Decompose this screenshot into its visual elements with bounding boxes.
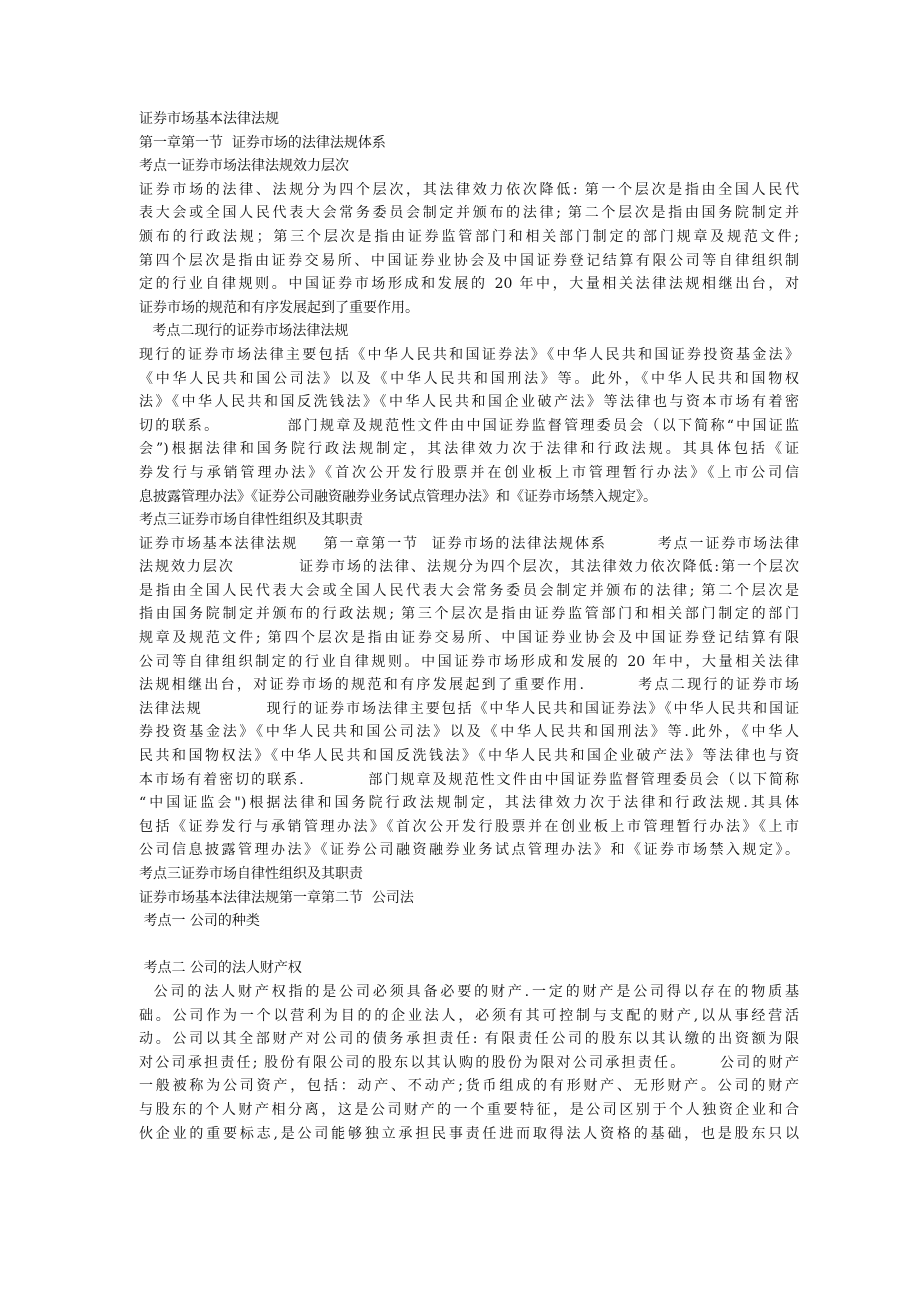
text-line: 一般被称为公司资产，包括：动产、不动产;货币组成的有形财产、无形财产。公司的财产	[139, 1078, 799, 1095]
text-line: 考点三证券市场自律性组织及其职责	[139, 866, 363, 882]
text-line: 考点二现行的证券市场法律法规	[139, 323, 349, 340]
text-line: 包括《证券发行与承销管理办法》《首次公开发行股票并在创业板上市管理暂行办法》《上市	[139, 818, 799, 835]
text-line: 证券市场基本法律法规第一章第二节 公司法	[139, 889, 414, 906]
text-line: 现行的证券市场法律主要包括《中华人民共和国证券法》《中华人民共和国证券投资基金法》	[139, 346, 799, 363]
text-line: 考点三证券市场自律性组织及其职责	[139, 512, 363, 529]
text-line: 定的行业自律规则。中国证券市场形成和发展的 20 年中，大量相关法律法规相继出台，对	[139, 276, 799, 293]
text-line: 公司信息披露管理办法》《证券公司融资融券业务试点管理办法》和《证券市场禁入规定》。	[139, 842, 799, 859]
text-line: 伙企业的重要标志,是公司能够独立承担民事责任进而取得法人资格的基础，也是股东只以	[139, 1125, 799, 1142]
text-line: 公司的法人财产权指的是公司必须具备必要的财产.一定的财产是公司得以存在的物质基	[139, 983, 799, 1000]
text-line: 第一章第一节 证券市场的法律法规体系	[139, 134, 386, 151]
text-line: 法律法规 现行的证券市场法律主要包括《中华人民共和国证券法》《中华人民共和国证	[139, 700, 799, 717]
text-line: 考点一 公司的种类	[139, 913, 260, 930]
text-line: 《中华人民共和国公司法》以及《中华人民共和国刑法》等。此外，《中华人民共和国物权	[139, 370, 799, 387]
text-line: 息披露管理办法》《证券公司融资融券业务试点管理办法》和《证券市场禁入规定》。	[139, 488, 657, 505]
text-line: “中国证监会")根据法律和国务院行政法规制定，其法律效力次于法律和行政法规.其具体	[139, 795, 799, 812]
text-line: 券发行与承销管理办法》《首次公开发行股票并在创业板上市管理暂行办法》《上市公司信	[139, 464, 799, 481]
text-line: 证券市场基本法律法规 第一章第一节 证券市场的法律法规体系 考点一证券市场法律	[139, 535, 799, 552]
text-line	[139, 934, 799, 958]
text-line: 法》《中华人民共和国反洗钱法》《中华人民共和国企业破产法》等法律也与资本市场有着密	[139, 394, 799, 411]
text-line: 是指由全国人民代表大会或全国人民代表大会常务委员会制定并颁布的法律; 第二个层次是	[139, 582, 799, 599]
text-line: 动。公司以其全部财产对公司的债务承担责任: 有限责任公司的股东以其认缴的出资额为限	[139, 1031, 799, 1048]
text-line: 法规相继出台，对证券市场的规范和有序发展起到了重要作用. 考点二现行的证券市场	[139, 677, 799, 694]
text-line: 对公司承担责任; 股份有限公司的股东以其认购的股份为限对公司承担责任。 公司的财产	[139, 1054, 799, 1071]
text-line: 证券市场基本法律法规	[139, 111, 279, 127]
text-line: 公司等自律组织制定的行业自律规则。中国证券市场形成和发展的 20 年中，大量相关法律	[139, 653, 799, 670]
text-line: 证券市场的规范和有序发展起到了重要作用。	[139, 299, 419, 316]
text-line: 民共和国物权法》《中华人民共和国反洗钱法》《中华人民共和国企业破产法》等法律也与资	[139, 748, 799, 765]
text-line: 础。公司作为一个以营利为目的的企业法人，必须有其可控制与支配的财产,以从事经营活	[139, 1007, 799, 1024]
text-line: 考点一证券市场法律法规效力层次	[139, 158, 349, 175]
text-line: 考点二 公司的法人财产权	[139, 960, 302, 977]
text-line: 颁布的行政法规；第三个层次是指由证券监管部门和相关部门制定的部门规章及规范文件;	[139, 228, 799, 245]
text-line: 证券市场的法律、法规分为四个层次，其法律效力依次降低: 第一个层次是指由全国人民代	[139, 181, 799, 198]
text-line: 会”)根据法律和国务院行政法规制定，其法律效力次于法律和行政法规。其具体包括《证	[139, 441, 799, 458]
document-body	[139, 108, 799, 1146]
text-line: 表大会或全国人民代表大会常务委员会制定并颁布的法律; 第二个层次是指由国务院制定并	[139, 205, 799, 222]
text-line: 切的联系。 部门规章及规范性文件由中国证券监督管理委员会（以下简称“中国证监	[139, 417, 799, 434]
text-line: 指由国务院制定并颁布的行政法规; 第三个层次是指由证券监管部门和相关部门制定的部门	[139, 606, 799, 623]
text-line: 券投资基金法》《中华人民共和国公司法》以及《中华人民共和国刑法》等.此外，《中华人	[139, 724, 799, 741]
text-line: 法规效力层次 证券市场的法律、法规分为四个层次，其法律效力依次降低:第一个层次	[139, 559, 799, 576]
text-line: 第四个层次是指由证券交易所、中国证券业协会及中国证券登记结算有限公司等自律组织制	[139, 252, 799, 269]
text-line: 规章及规范文件; 第四个层次是指由证券交易所、中国证券业协会及中国证券登记结算有限	[139, 630, 799, 647]
text-line: 本市场有着密切的联系. 部门规章及规范性文件由中国证券监督管理委员会（以下简称	[139, 771, 799, 788]
text-line: 与股东的个人财产相分离，这是公司财产的一个重要特征，是公司区别于个人独资企业和合	[139, 1101, 799, 1118]
